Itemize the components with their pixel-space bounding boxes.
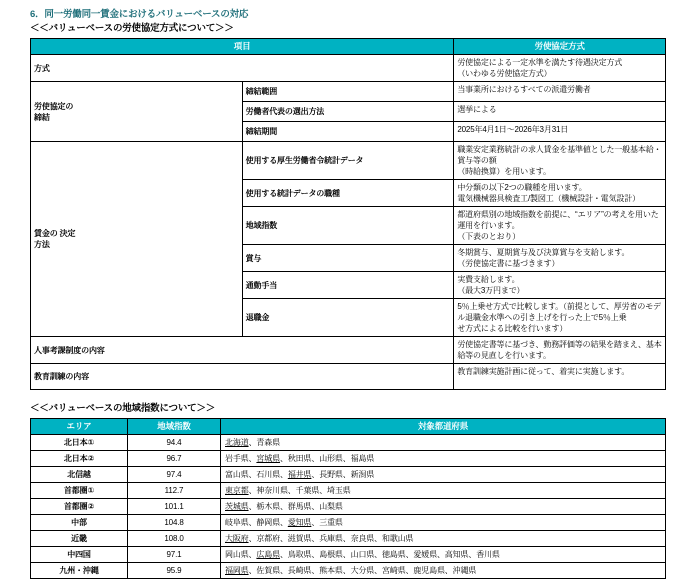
area-index-value-cell: 112.7: [128, 483, 221, 499]
group-label-line-2: 締結: [34, 112, 50, 122]
prefecture-primary: 福井県: [287, 470, 312, 479]
column-header-prefectures: 対象都道府県: [221, 419, 666, 435]
area-index-value-cell: 97.4: [128, 467, 221, 483]
page-title: 6．同一労働同一賃金におけるバリューベースの対応: [30, 9, 249, 20]
prefecture-text: 、京都府、滋賀県、兵庫県、奈良県、和歌山県: [248, 534, 414, 543]
row-value-period: [454, 122, 666, 142]
text-line: 選挙による: [457, 105, 497, 114]
row-value-hr-system: [454, 337, 666, 364]
table-row: [31, 142, 666, 180]
area-name-cell: 北信越: [31, 467, 128, 483]
row-label-teiketsu-range: 締結範囲: [242, 82, 454, 102]
row-value-houshiki: [454, 55, 666, 82]
labor-agreement-table-head: [31, 39, 666, 55]
area-index-value-cell: 94.4: [128, 435, 221, 451]
prefecture-primary: 東京都: [225, 486, 249, 495]
prefecture-primary: 広島県: [256, 550, 280, 559]
row-value-bonus: [454, 245, 666, 272]
prefecture-text: 、長野県、新潟県: [311, 470, 375, 479]
prefectures-cell: [221, 547, 666, 563]
row-value-commute: [454, 272, 666, 299]
table-row: [31, 451, 666, 467]
row-label-training: 教育訓練の内容: [31, 364, 454, 390]
group-label-line-1: 賃金の 決定: [34, 229, 76, 238]
prefectures-cell: [221, 563, 666, 579]
table-row: [31, 531, 666, 547]
prefecture-text: 、青森県: [248, 438, 280, 447]
table-row: [31, 55, 666, 82]
text-line: 2025年4月1日〜2026年3月31日: [457, 125, 569, 134]
prefectures-cell: [221, 515, 666, 531]
text-line: （いわゆる労使協定方式）: [457, 69, 552, 78]
row-label-stat-data: 使用する厚生労働省令統計データ: [242, 142, 454, 180]
area-index-value-cell: 101.1: [128, 499, 221, 515]
text-line: 職業安定業務統計の求人賃金を基準値とした一般基本給・賞与等の額: [457, 145, 662, 165]
area-name-cell: 近畿: [31, 531, 128, 547]
prefectures-cell: [221, 451, 666, 467]
area-name-cell: 中部: [31, 515, 128, 531]
area-name-cell: 北日本②: [31, 451, 128, 467]
area-index-value-cell: 96.7: [128, 451, 221, 467]
text-line: せ方式による比較を行います）: [457, 324, 568, 333]
prefecture-primary: 大阪府: [225, 534, 249, 543]
table-row: [31, 563, 666, 579]
row-value-retirement: [454, 299, 666, 337]
area-index-table-head: [31, 419, 666, 435]
text-line: 5％上乗せ方式で比較します。（前提として、厚労省のモデル退職金水準への引き上げを行った上で5％上乗: [457, 302, 661, 322]
prefecture-text: 、佐賀県、長崎県、熊本県、大分県、宮崎県、鹿児島県、沖縄県: [248, 566, 477, 575]
area-index-value-cell: 97.1: [128, 547, 221, 563]
group-label-line-2: 方法: [34, 240, 50, 249]
column-header-method: 労使協定方式: [454, 39, 666, 55]
area-index-table: [30, 418, 666, 579]
table-row: [31, 499, 666, 515]
text-line: 冬期賞与、夏期賞与及び決算賞与を支給します。: [457, 248, 630, 257]
text-line: 労使協定書等に基づき、勤務評価等の結果を踏まえ、基本給等の見直しを行います。: [457, 340, 662, 360]
area-index-value-cell: 108.0: [128, 531, 221, 547]
text-line: 労使協定による一定水準を満たす待遇決定方式: [457, 58, 623, 67]
group-label-line-1: 労使協定の: [34, 101, 74, 111]
table-row: [31, 467, 666, 483]
row-value-stat-job: [454, 180, 666, 207]
area-name-cell: 九州・沖縄: [31, 563, 128, 579]
text-line: （下表のとおり）: [457, 232, 521, 241]
table-header-row: [31, 39, 666, 55]
prefectures-cell: [221, 435, 666, 451]
column-header-index: 地域指数: [128, 419, 221, 435]
prefecture-text: 、秋田県、山形県、福島県: [279, 454, 375, 463]
table-row: [31, 483, 666, 499]
text-line: 都道府県別の地域指数を前提に、“エリア”の考えを用いた運用を行います。: [457, 210, 659, 230]
prefecture-text: 、栃木県、群馬県、山梨県: [248, 502, 343, 511]
row-value-area-index: [454, 207, 666, 245]
prefecture-primary: 福岡県: [225, 566, 249, 575]
row-label-bonus: 賞与: [242, 245, 454, 272]
table-row: [31, 364, 666, 390]
prefecture-text: 、鳥取県、島根県、山口県、徳島県、愛媛県、高知県、香川県: [279, 550, 500, 559]
area-index-value-cell: 104.8: [128, 515, 221, 531]
labor-agreement-table: [30, 38, 666, 390]
row-value-training: [454, 364, 666, 390]
row-group-label-teiketsu: [31, 82, 243, 142]
area-name-cell: 北日本①: [31, 435, 128, 451]
row-label-stat-job: 使用する統計データの職種: [242, 180, 454, 207]
text-line: 中分類の以下2つの職種を用います。: [457, 183, 587, 192]
area-name-cell: 首都圏①: [31, 483, 128, 499]
row-value-teiketsu-range: [454, 82, 666, 102]
prefecture-primary: 宮城県: [256, 454, 280, 463]
prefecture-text: 岡山県、: [225, 550, 257, 559]
prefecture-primary: 愛知県: [287, 518, 312, 527]
subtitle-area-index: ＜＜バリューベースの地域指数について＞＞: [30, 403, 216, 414]
column-header-item: 項目: [31, 39, 454, 55]
row-label-area-index: 地域指数: [242, 207, 454, 245]
prefectures-cell: [221, 483, 666, 499]
prefecture-text: 、神奈川県、千葉県、埼玉県: [248, 486, 351, 495]
table-row: [31, 515, 666, 531]
table-row: [31, 82, 666, 102]
text-line: 教育訓練実施計画に従って、着実に実施します。: [457, 367, 630, 376]
prefecture-text: 岩手県、: [225, 454, 257, 463]
text-line: （最大3万円まで）: [457, 286, 525, 295]
prefectures-cell: [221, 467, 666, 483]
table-row: [31, 547, 666, 563]
prefectures-cell: [221, 531, 666, 547]
table-row: [31, 337, 666, 364]
row-label-houshiki: 方式: [31, 55, 454, 82]
row-label-period: 締結期間: [242, 122, 454, 142]
prefecture-text: 岐阜県、静岡県、: [225, 518, 288, 527]
row-label-hr-system: 人事考課制度の内容: [31, 337, 454, 364]
column-header-area: エリア: [31, 419, 128, 435]
prefecture-text: 、三重県: [311, 518, 343, 527]
row-label-commute: 通勤手当: [242, 272, 454, 299]
text-line: 電気機械器具検査工/製図工（機械設計・電気設計）: [457, 194, 640, 203]
area-name-cell: 中四国: [31, 547, 128, 563]
area-index-value-cell: 95.9: [128, 563, 221, 579]
prefecture-text: 富山県、石川県、: [225, 470, 288, 479]
text-line: （時給換算）を用います。: [457, 167, 551, 176]
row-group-label-wage: [31, 142, 243, 337]
row-value-stat-data: [454, 142, 666, 180]
prefecture-primary: 北海道: [225, 438, 249, 447]
table-header-row: [31, 419, 666, 435]
area-name-cell: 首都圏②: [31, 499, 128, 515]
text-line: 当事業所におけるすべての派遣労働者: [457, 85, 591, 94]
row-label-retirement: 退職金: [242, 299, 454, 337]
area-index-table-body: [31, 435, 666, 579]
row-label-rep-method: 労働者代表の選出方法: [242, 102, 454, 122]
prefectures-cell: [221, 499, 666, 515]
table-row: [31, 435, 666, 451]
text-line: 実費支給します。: [457, 275, 520, 284]
row-value-rep-method: [454, 102, 666, 122]
labor-agreement-table-body: [31, 55, 666, 390]
text-line: （労使協定書に基づきます）: [457, 259, 560, 268]
prefecture-primary: 茨城県: [225, 502, 249, 511]
subtitle-labor-agreement: ＜＜バリューベースの労使協定方式について＞＞: [30, 23, 234, 34]
